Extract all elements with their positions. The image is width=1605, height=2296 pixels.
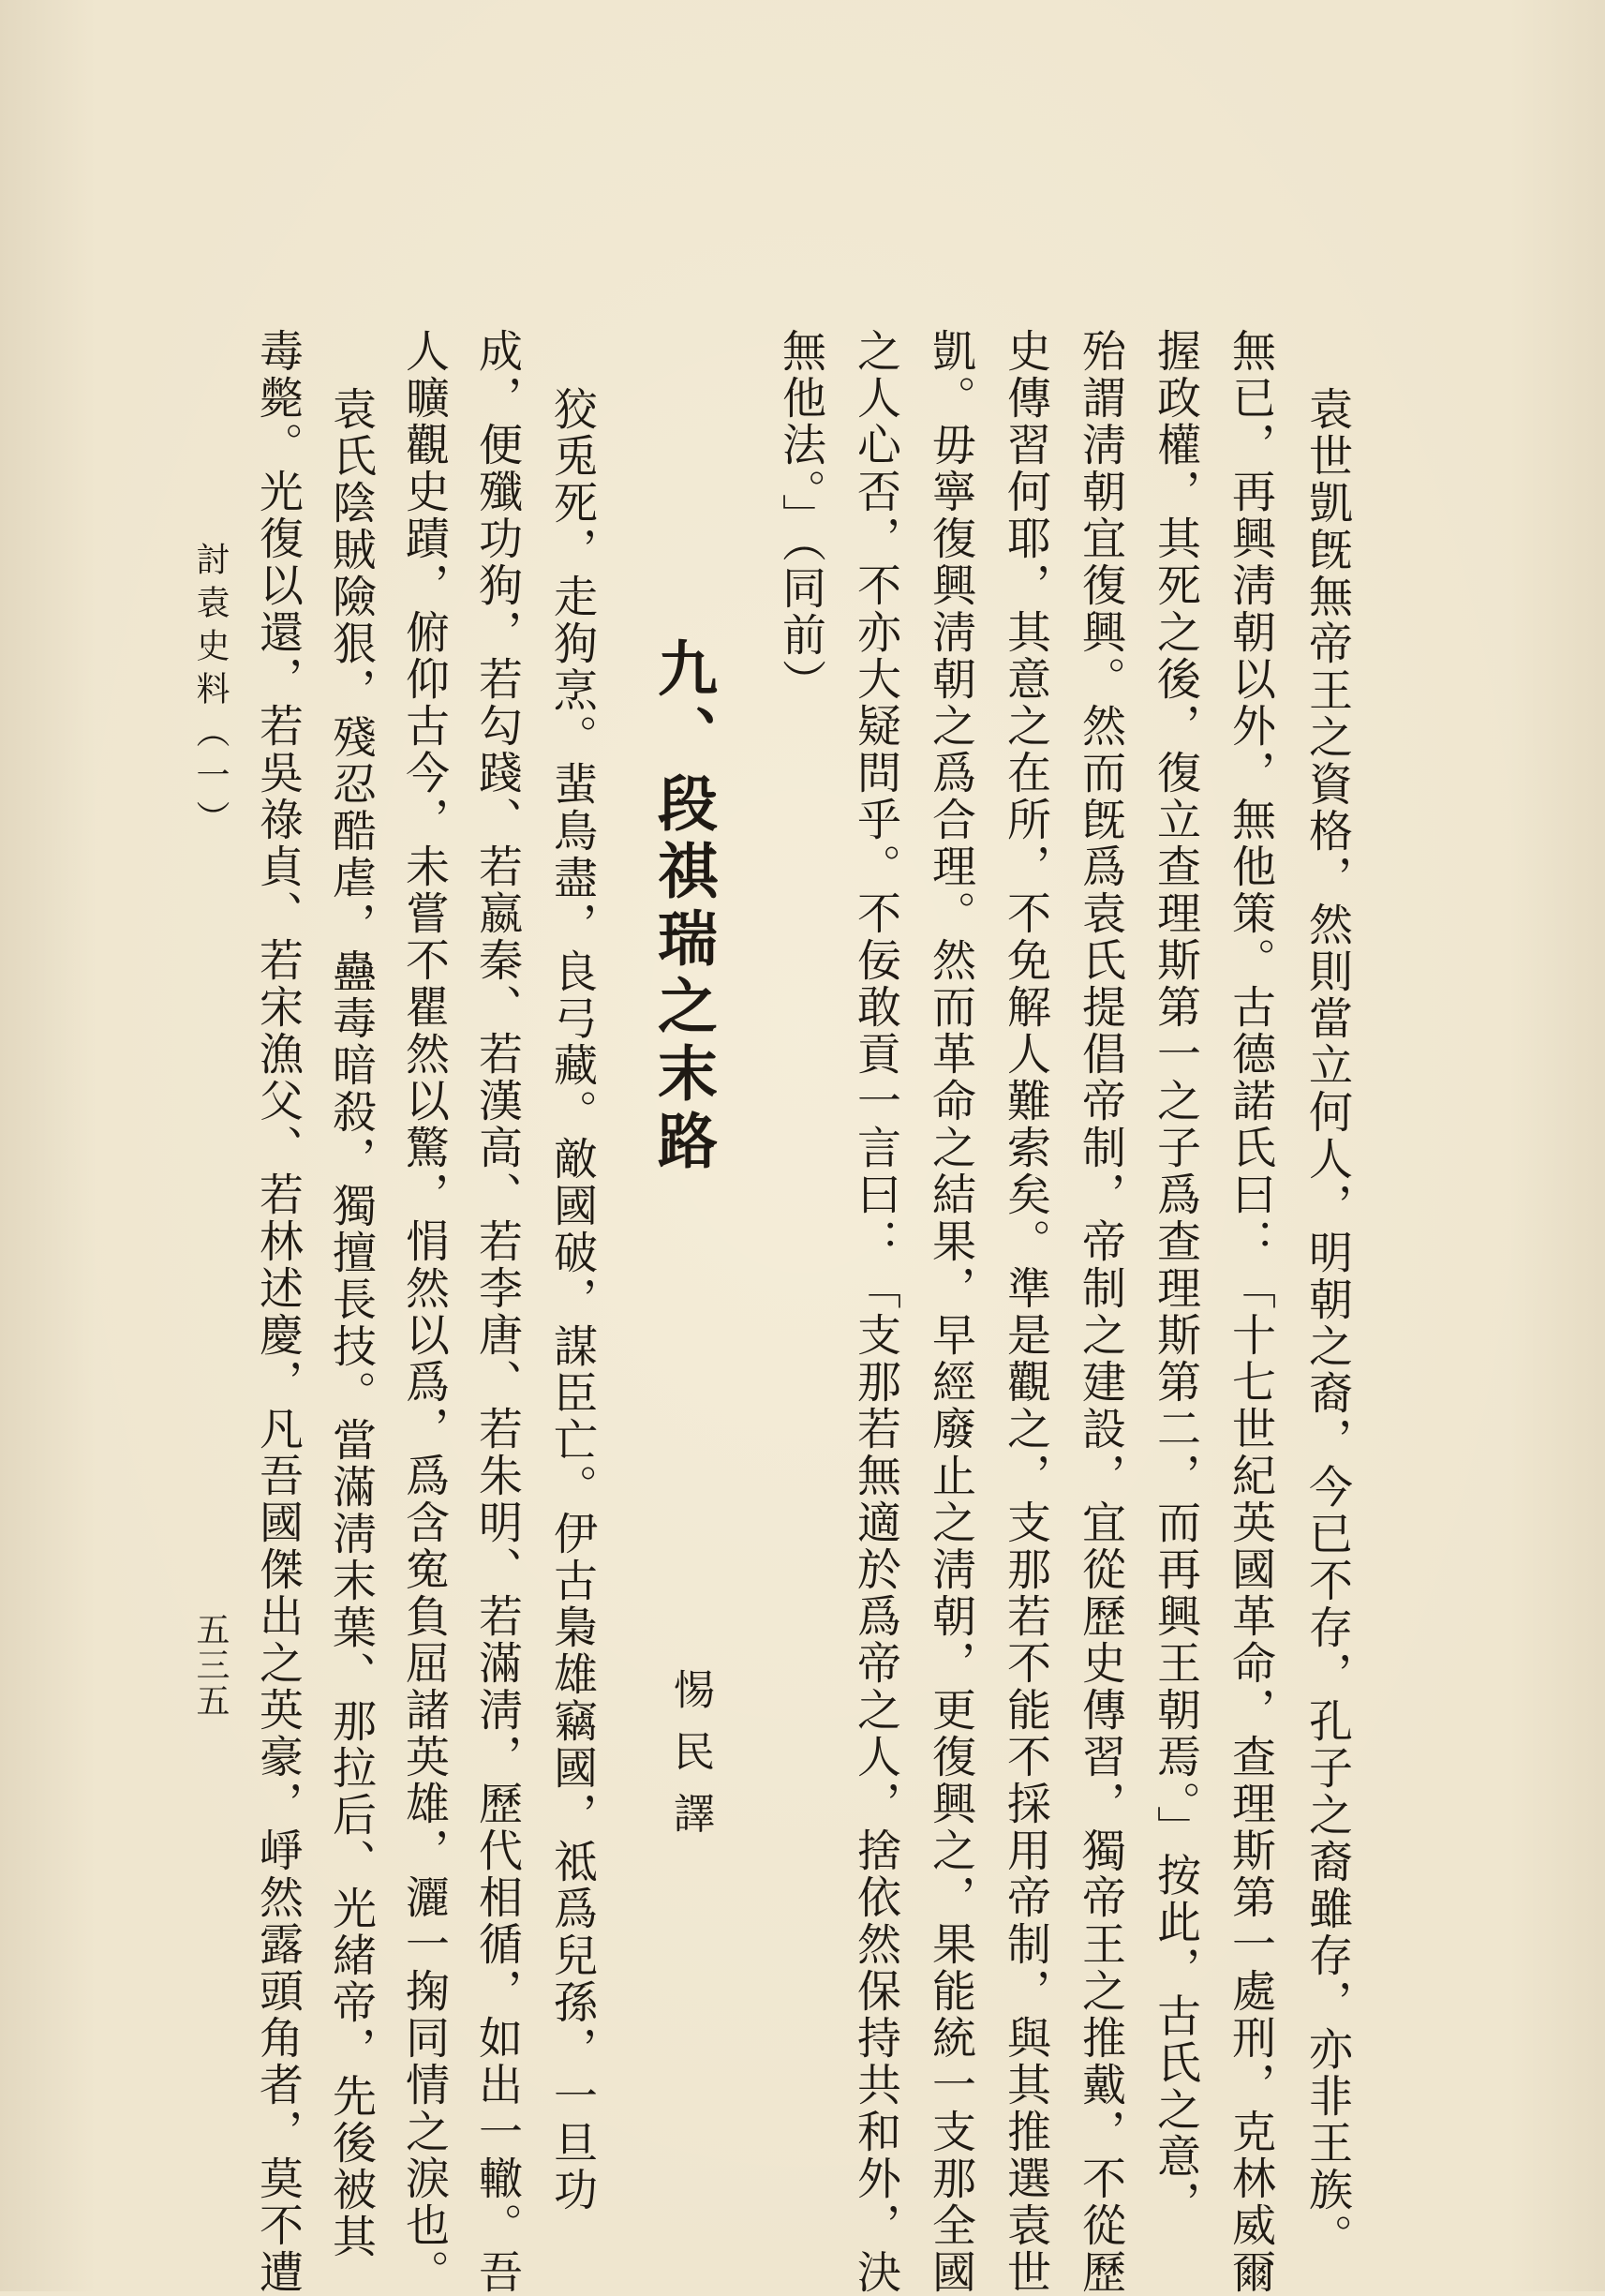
text-column-2: 無已，再興淸朝以外，無他策。古德諾氏曰：「十七世紀英國革命，查理斯第一處刑，克林威爾: [1225, 328, 1276, 2296]
text-column-5: 史傳習何耶，其意之在所，不免解人難索矣。準是觀之，支那若不能不採用帝制，與其推選袁世: [1000, 328, 1051, 2296]
text-column-10: 成，便殲功狗，若勾踐、若嬴秦、若漢高、若李唐、若朱明、若滿淸，歷代相循，如出一轍。吾: [471, 328, 523, 2296]
text-column-8: 無他法。」（同前）: [775, 328, 826, 706]
page-number: 五三五: [191, 1612, 230, 1719]
text-column-11: 人曠觀史蹟，俯仰古今，未嘗不瞿然以驚，悁然以爲，爲含寃負屈諸英雄，灑一掬同情之淚也。: [398, 328, 450, 2296]
text-column-9: 狡兎死，走狗烹。蜚鳥盡，良弓藏。敵國破，謀臣亡。伊古梟雄竊國，祗爲兒孫，一旦功: [546, 386, 598, 2214]
text-column-1: 袁世凱旣無帝王之資格，然則當立何人，明朝之裔，今已不存，孔子之裔雖存，亦非王族。: [1301, 386, 1353, 2260]
text-column-12: 袁氏陰賊險狠，殘忍酷虐，蠱毒暗殺，獨擅長技。當滿淸末葉、那拉后、光緒帝，先後被其: [325, 386, 377, 2260]
book-title-footer: 討袁史料（一）: [191, 542, 230, 843]
section-title: 九、段祺瑞之末路: [647, 637, 718, 1177]
text-column-13: 毒斃。光復以還，若吳祿貞、若宋漁父、若林述慶，凡吾國傑出之英豪，崢然露頭角者，莫不遭: [252, 328, 304, 2296]
text-column-4: 殆謂淸朝宜復興。然而旣爲袁氏提倡帝制，帝制之建設，宜從歷史傳習，獨帝王之推戴，不從歷: [1075, 328, 1126, 2296]
text-column-7: 之人心否，不亦大疑問乎。不佞敢貢一言曰：「支那若無適於爲帝之人，捨依然保持共和外，決: [850, 328, 901, 2296]
translator-credit: 惕民譯: [666, 1668, 714, 1854]
text-column-6: 凱。毋寧復興淸朝之爲合理。然而革命之結果，早經廢止之淸朝，更復興之，果能統一支那全國: [925, 328, 976, 2296]
text-column-3: 握政權，其死之後，復立查理斯第一之子爲查理斯第二，而再興王朝焉。」按此，古氏之意，: [1150, 328, 1201, 2228]
